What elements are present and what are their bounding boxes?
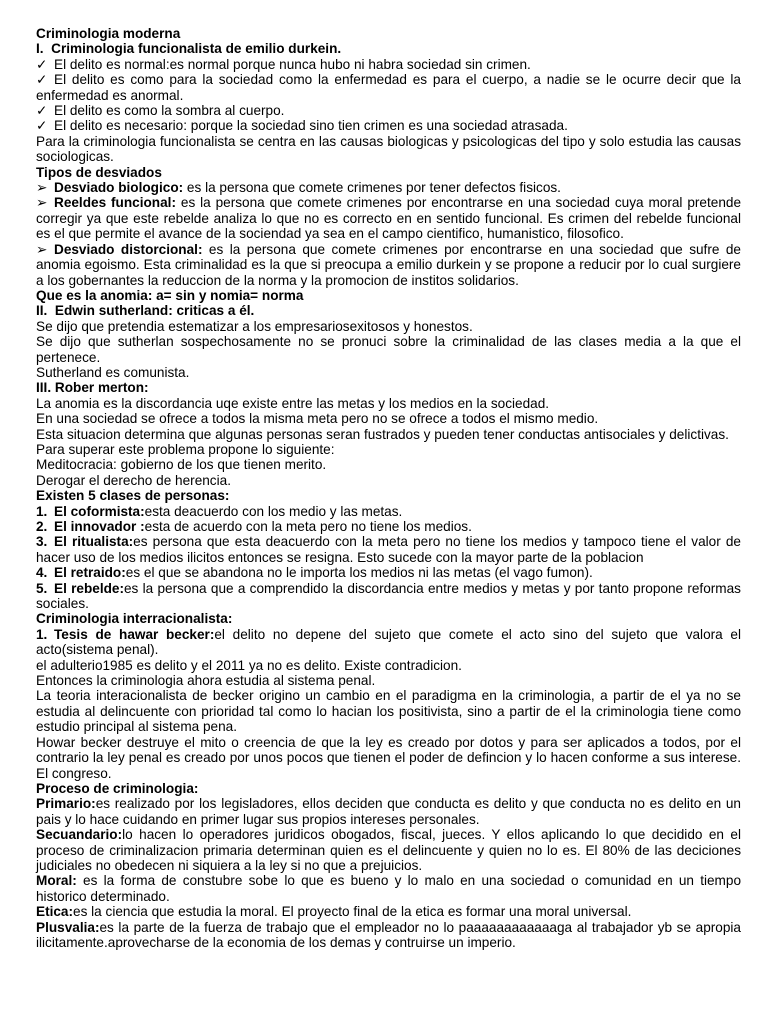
numbered-item (36, 627, 741, 658)
arrow-bullet (36, 242, 741, 288)
term: Desviado distorcional: (54, 241, 203, 257)
term-definition (36, 827, 741, 873)
section-number: I. (36, 41, 44, 57)
check-bullet (36, 103, 741, 118)
paragraph: Howar becker destruye el mito o creencia de que la ley es creado por dotos y para ser aplicados a todos, por el contrario la ley penal es creado por unos pocos que tienen el poder de defincion y lo hacen conforme a sus interese. El congreso. (36, 734, 741, 781)
arrow-bullet (36, 180, 741, 195)
paragraph: La teoria interacionalista de becker origino un cambio en el paradigma en la criminologia, a partir de el ya no se estudia al delincuente con prioridad tal como lo hacian los positivista, sino a partir de el la criminologia tiene como estudio principal al sistema pena. (36, 688, 741, 735)
paragraph: Derogar el derecho de herencia. (36, 472, 231, 488)
term: Tesis de hawar becker: (54, 626, 215, 642)
paragraph: En una sociedad se ofrece a todos la misma meta pero no se ofrece a todos el mismo medio. (36, 411, 599, 427)
term-definition (36, 796, 741, 827)
section-title: Edwin sutherland: criticas a él. (54, 303, 255, 319)
numbered-item (36, 534, 741, 565)
item-number: 5. (36, 580, 48, 596)
paragraph: Entonces la criminologia ahora estudia al sistema penal. (36, 673, 376, 689)
definition: es la persona que comete crimenes por tener defectos fisicos. (183, 180, 561, 196)
item-number: 4. (36, 565, 48, 581)
numbered-item (36, 504, 741, 519)
item-number: 1. (36, 626, 48, 642)
paragraph: Se dijo que pretendia estematizar a los empresariosexitosos y honestos. (36, 318, 473, 334)
doc-title: Criminologia moderna (36, 26, 181, 41)
subheading-clases: Existen 5 clases de personas: (36, 488, 230, 504)
item-number: 3. (36, 534, 48, 550)
term: El ritualista: (54, 534, 134, 550)
term: El coformista: (54, 503, 145, 519)
definition: es la persona que comete crimenes por encontrarse en una sociedad cuya moral pretende corregir ya que este rebelde analiza lo que no es correcto en en sentido funcional. Es crimen del rebelde funcional es el que permite el avance de la sociendad ya sea en el campo cientifico, humanistico, filosofico. (36, 195, 742, 242)
definition: es la forma de constubre sobe lo que es bueno y lo malo en una sociedad o comunidad en un tiempo historico determinado. (36, 873, 741, 904)
term-definition (36, 920, 741, 951)
bullet-text: El delito es necesario: porque la sociedad sino tien crimen es una sociedad atrasada. (54, 118, 568, 134)
term: Reeldes funcional: (54, 195, 176, 211)
section-title: Criminologia funcionalista de emilio durkein. (51, 41, 342, 57)
checkmark-icon: ✓ (36, 103, 48, 119)
item-number: 2. (36, 519, 48, 534)
subheading-interracionalista: Criminologia interracionalista: (36, 611, 233, 627)
numbered-item (36, 565, 741, 580)
paragraph: La anomia es la discordancia uqe existe entre las metas y los medios en la sociedad. (36, 395, 550, 411)
bullet-text: El delito es como la sombra al cuerpo. (54, 103, 285, 119)
term: Primario: (36, 796, 96, 812)
subheading-desviados: Tipos de desviados (36, 164, 162, 180)
definition: lo hacen lo operadores juridicos obogados, fiscal, jueces. Y ellos aplicando lo que decidido en el proceso de criminalizacion primaria determinan quien es el delincuente y quien no lo es. El 80% de las deciciones judiciales no obedecen ni siquiera a la ley si no que a prejuicios. (36, 827, 741, 873)
anomia-definition: Que es la anomia: a= sin y nomia= norma (36, 287, 304, 303)
section-title: Rober merton: (54, 380, 149, 396)
checkmark-icon: ✓ (36, 118, 48, 134)
item-number: 1. (36, 503, 48, 519)
term: Secuandario: (36, 827, 123, 843)
definition: esta de acuerdo con la meta pero no tiene los medios. (144, 519, 472, 534)
paragraph: Para superar este problema propone lo siguiente: (36, 441, 335, 457)
section-heading-2 (36, 303, 741, 318)
arrow-bullet-icon: ➢ (36, 180, 48, 196)
numbered-item (36, 581, 741, 612)
subheading-proceso: Proceso de criminologia: (36, 780, 199, 796)
paragraph: el adulterio1985 es delito y el 2011 ya no es delito. Existe contradicion. (36, 657, 462, 673)
paragraph: Esta situacion determina que algunas personas seran fustrados y pueden tener conductas antisociales y delictivas. (36, 426, 729, 442)
term: El rebelde: (54, 580, 124, 596)
section-heading-3 (36, 380, 741, 395)
section-heading-1 (36, 41, 741, 56)
section-number: II. (36, 303, 48, 319)
term: Moral: (36, 873, 77, 889)
definition: es la persona que comete crimenes por encontrarse en una sociedad que sufre de anomia egoismo. Esta criminalidad es la que si preocupa a emilio durkein y se propone a reducir por lo cual surgiere a los gobernantes la reduccion de la norma y la promocion de institos solidarios. (36, 241, 741, 288)
definition: esta deacuerdo con los medio y las metas. (144, 503, 403, 519)
paragraph: Sutherland es comunista. (36, 364, 190, 380)
check-bullet (36, 118, 741, 133)
term: El retraido: (54, 565, 126, 581)
arrow-bullet-icon: ➢ (36, 195, 48, 211)
bullet-text: El delito es como para la sociedad como la enfermedad es para el cuerpo, a nadie se le ocurre decir que la enfermedad es anormal. (36, 72, 741, 103)
paragraph: Meditocracia: gobierno de los que tienen merito. (36, 457, 327, 473)
numbered-item (36, 519, 741, 534)
term-definition (36, 873, 741, 904)
definition: es la parte de la fuerza de trabajo que el empleador no lo paaaaaaaaaaaaga al trabajador yb se apropia ilicitamente.aprovecharse de la economia de los demas y contruirse un imperio. (36, 919, 741, 950)
bullet-text: El delito es normal:es normal porque nunca hubo ni habra sociedad sin crimen. (54, 56, 531, 72)
term-definition (36, 904, 741, 919)
term: Plusvalia: (36, 919, 100, 935)
section-number: III. (36, 380, 52, 396)
term: Desviado biologico: (54, 180, 184, 196)
paragraph: Se dijo que sutherlan sospechosamente no se pronuci sobre la criminalidad de las clases media a la que el pertenece. (36, 334, 741, 365)
check-bullet (36, 72, 741, 103)
term: Etica: (36, 904, 74, 920)
paragraph: Para la criminologia funcionalista se centra en las causas biologicas y psicologicas del tipo y solo estudia las causas sociologicas. (36, 133, 741, 165)
definition: es realizado por los legisladores, ellos deciden que conducta es delito y que conducta no es delito en un pais y lo hace cuidando en primer lugar sus propios intereses personales. (36, 796, 741, 827)
arrow-bullet (36, 195, 741, 241)
definition: es el que se abandona no le importa los medios ni las metas (el vago fumon). (125, 565, 593, 581)
definition: es la persona que a comprendido la discordancia entre medios y metas y por tanto propone reformas sociales. (36, 580, 741, 612)
checkmark-icon: ✓ (36, 72, 48, 88)
check-bullet (36, 57, 741, 72)
definition: el delito no depene del sujeto que comete el acto sino del sujeto que valora el acto(sistema penal). (36, 626, 741, 658)
definition: es persona que esta deacuerdo con la meta pero no tiene los medios y tampoco tiene el valor de hacer uso de los medios ilicitos entonces se resigna. Esto sucede con la mayor parte de la poblacion (36, 534, 741, 565)
definition: es la ciencia que estudia la moral. El proyecto final de la etica es formar una moral universal. (73, 904, 632, 920)
arrow-bullet-icon: ➢ (36, 241, 48, 257)
term: El innovador : (54, 519, 145, 534)
checkmark-icon: ✓ (36, 56, 48, 72)
